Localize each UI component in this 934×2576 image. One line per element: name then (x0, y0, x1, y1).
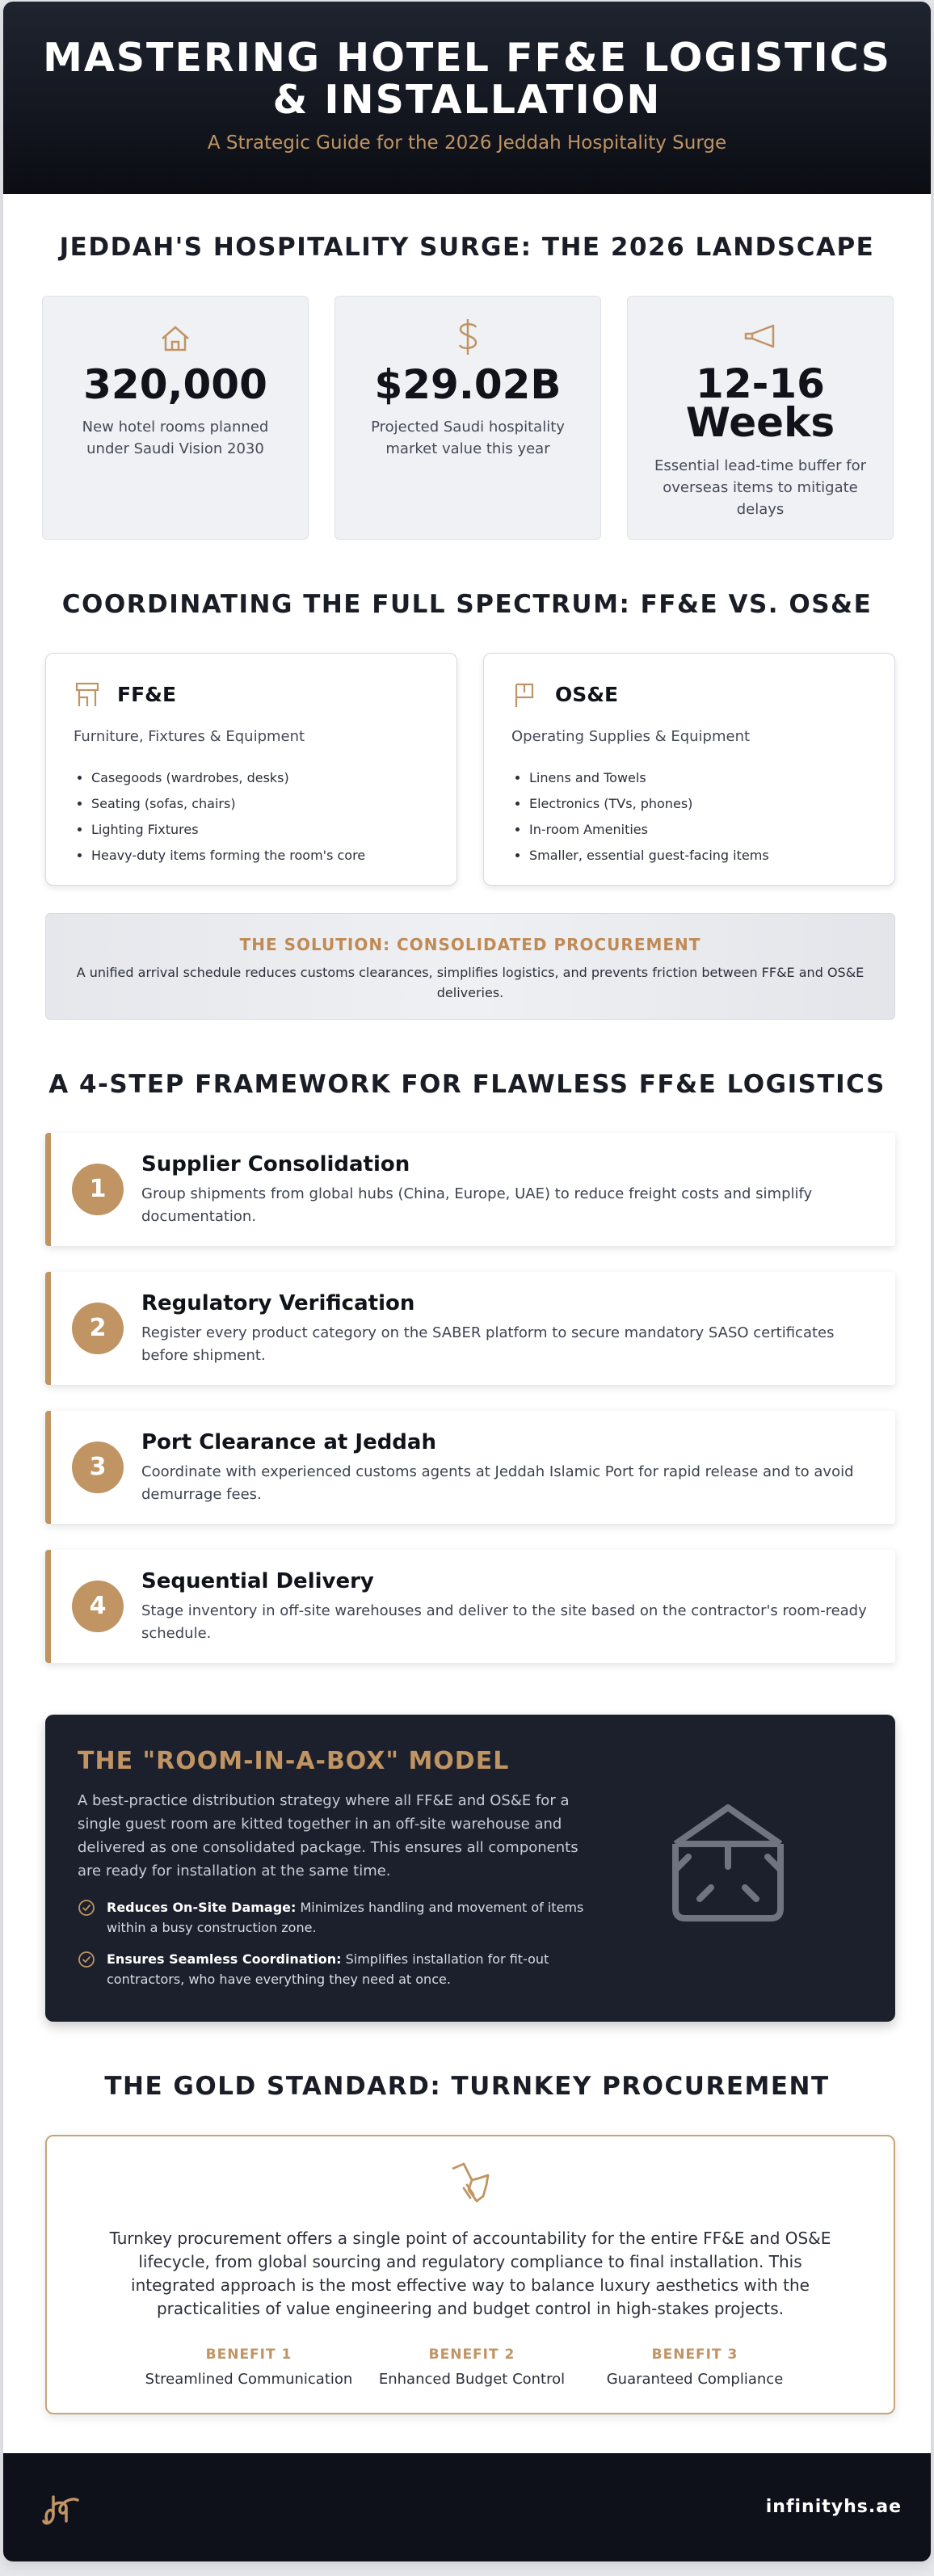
benefit-3 (582, 2347, 808, 2388)
stat-value (628, 360, 893, 446)
step-desc: Stage inventory in off-site warehouses and deliver to the site based on the contractor's room-ready schedule. (141, 1602, 867, 1642)
ffe-list (91, 765, 365, 869)
hero-header (3, 2, 931, 194)
step-number: 3 (72, 1442, 124, 1493)
ose-subtitle: Operating Supplies & Equipment (511, 728, 751, 745)
point-text: Simplifies installation for fit-out contractors, who have everything they need at once. (107, 1951, 549, 1987)
infographic-card (3, 2, 931, 2561)
step-title: Regulatory Verification (141, 1291, 415, 1315)
list-item: • Smaller, essential guest-facing items (529, 843, 769, 869)
page-title-line1: MASTERING HOTEL FF&E LOGISTICS (43, 35, 891, 81)
megaphone-icon (628, 321, 893, 356)
step-card-1 (45, 1133, 895, 1246)
list-item: • Heavy-duty items forming the room's core (91, 843, 365, 869)
lamp-icon (74, 681, 101, 712)
list-item: • Linens and Towels (529, 765, 769, 791)
step-card-3 (45, 1411, 895, 1524)
list-item: • Seating (sofas, chairs) (91, 791, 365, 817)
list-item: • Lighting Fixtures (91, 817, 365, 843)
benefit-label: BENEFIT 2 (428, 2347, 515, 2363)
website-link[interactable]: infinityhs.ae (765, 2497, 902, 2517)
step-card-4 (45, 1550, 895, 1663)
step-desc: Coordinate with experienced customs agents at Jeddah Islamic Port for rapid release and to avoid demurrage fees. (141, 1463, 854, 1503)
stat-desc: Projected Saudi hospitality market value this year (371, 419, 565, 457)
benefit-label: BENEFIT 1 (205, 2347, 292, 2363)
room-box-title: THE "ROOM-IN-A-BOX" MODEL (78, 1747, 510, 1775)
benefit-1 (136, 2347, 362, 2388)
package-box-icon (659, 1795, 797, 1936)
benefit-label: BENEFIT 3 (651, 2347, 738, 2363)
stat-card-leadtime (627, 296, 894, 540)
step-number: 1 (72, 1164, 124, 1215)
page-subtitle: A Strategic Guide for the 2026 Jeddah Hospitality Surge (207, 133, 727, 154)
ose-list (529, 765, 769, 869)
stat-value-line1: 12-16 (696, 360, 825, 407)
benefit-value: Enhanced Budget Control (378, 2371, 566, 2388)
solution-desc: A unified arrival schedule reduces customs clearances, simplifies logistics, and prevents friction between FF&E and OS&E deliveries. (76, 965, 865, 1000)
framework-section-title: A 4-STEP FRAMEWORK FOR FLAWLESS FF&E LOGISTICS (48, 1070, 886, 1099)
page-title-line2: & INSTALLATION (272, 77, 662, 123)
step-title: Supplier Consolidation (141, 1152, 410, 1176)
solution-title: THE SOLUTION: CONSOLIDATED PROCUREMENT (239, 935, 701, 954)
turnkey-desc: Turnkey procurement offers a single point of accountability for the entire FF&E and OS&E lifecycle, from global sourcing and regulatory compliance to final installation. This integrated approach is the most effective way to balance luxury aesthetics with the practicalities of value engineering and budget control in high-stakes projects. (109, 2229, 831, 2318)
check-circle-icon (78, 1899, 95, 1922)
stat-desc: Essential lead-time buffer for overseas items to mitigate delays (654, 457, 867, 518)
stat-value: $29.02B (374, 361, 562, 408)
turnkey-card (45, 2135, 895, 2414)
room-box-desc: A best-practice distribution strategy where all FF&E and OS&E for a single guest room are kitted together in an off-site warehouse and delivered as one consolidated package. This ensures all components are ready for installation at the same time. (78, 1792, 578, 1879)
point-text: Minimizes handling and movement of items within a busy construction zone. (107, 1900, 584, 1935)
ose-card (483, 653, 895, 886)
dollar-icon (335, 321, 600, 356)
house-icon (43, 321, 308, 356)
check-circle-icon (78, 1951, 95, 1974)
page-title (3, 37, 931, 121)
step-number: 2 (72, 1303, 124, 1354)
step-number: 4 (72, 1581, 124, 1632)
stat-card-rooms (42, 296, 309, 540)
landscape-section-title: JEDDAH'S HOSPITALITY SURGE: THE 2026 LANDSCAPE (59, 233, 875, 262)
benefit-2 (359, 2347, 585, 2388)
benefit-value: Streamlined Communication (145, 2371, 353, 2388)
stat-card-market (334, 296, 601, 540)
step-desc: Group shipments from global hubs (China, Europe, UAE) to reduce freight costs and simplify documentation. (141, 1185, 813, 1225)
step-desc: Register every product category on the SABER platform to secure mandatory SASO certificates before shipment. (141, 1324, 835, 1364)
point-bold: Reduces On-Site Damage: (107, 1900, 297, 1915)
list-item: • Electronics (TVs, phones) (529, 791, 769, 817)
ffe-card (45, 653, 457, 886)
ose-heading: OS&E (555, 683, 619, 706)
ffe-heading: FF&E (117, 683, 177, 706)
stat-value-line2: Weeks (685, 399, 835, 446)
point-bold: Ensures Seamless Coordination: (107, 1951, 342, 1967)
stat-desc: New hotel rooms planned under Saudi Vision 2030 (82, 419, 269, 457)
room-box-point-2 (78, 1949, 595, 1989)
handshake-icon (47, 2161, 894, 2209)
solution-callout (45, 913, 895, 1020)
list-item: • Casegoods (wardrobes, desks) (91, 765, 365, 791)
flag-icon (511, 681, 539, 712)
room-in-a-box-panel (45, 1715, 895, 2022)
gold-section-title: THE GOLD STANDARD: TURNKEY PROCUREMENT (104, 2072, 830, 2101)
list-item: • In-room Amenities (529, 817, 769, 843)
spectrum-section-title: COORDINATING THE FULL SPECTRUM: FF&E VS. OS&E (61, 590, 873, 619)
ffe-subtitle: Furniture, Fixtures & Equipment (74, 728, 305, 745)
step-title: Port Clearance at Jeddah (141, 1430, 436, 1454)
footer (3, 2453, 931, 2561)
step-card-2 (45, 1272, 895, 1385)
benefit-value: Guaranteed Compliance (606, 2371, 784, 2388)
brand-logo-icon (39, 2486, 84, 2534)
stat-value: 320,000 (83, 361, 267, 408)
room-box-point-1 (78, 1897, 595, 1938)
step-title: Sequential Delivery (141, 1569, 374, 1593)
